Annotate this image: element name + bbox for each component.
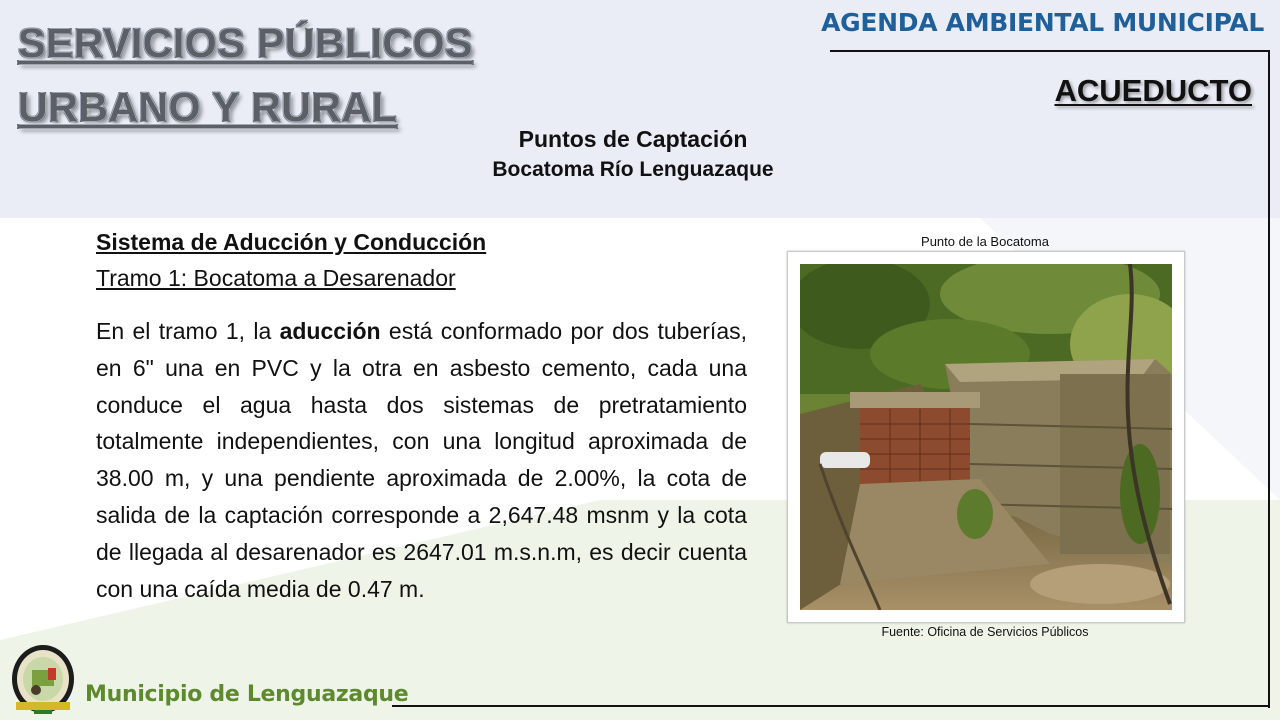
agenda-heading: AGENDA AMBIENTAL MUNICIPAL	[821, 8, 1264, 37]
bocatoma-photo	[800, 264, 1172, 610]
section-tag: ACUEDUCTO	[1054, 73, 1252, 108]
photo-frame	[787, 251, 1185, 623]
municipal-seal-logo	[10, 642, 76, 716]
paragraph-text-start: En el tramo 1, la	[96, 318, 280, 344]
photo-source: Fuente: Oficina de Servicios Públicos	[881, 625, 1089, 639]
description-paragraph	[96, 313, 747, 607]
main-title-line2: URBANO Y RURAL	[18, 84, 398, 130]
subtitle-line2: Bocatoma Río Lenguazaque	[492, 158, 774, 181]
frame-line-top	[830, 50, 1270, 52]
section-title: Sistema de Aducción y Conducción	[96, 229, 487, 255]
paragraph-bold-term: aducción	[279, 318, 381, 344]
tramo-title: Tramo 1: Bocatoma a Desarenador	[96, 265, 456, 291]
municipality-name: Municipio de Lenguazaque	[85, 682, 409, 707]
frame-line-right	[1268, 50, 1270, 708]
frame-line-bottom	[392, 705, 1270, 707]
paragraph-text-rest: está conformado por dos tuberías, en 6" una en PVC y la otra en asbesto cemento, cada una conduce el agua hasta dos sistemas de pretratamiento totalmente independientes, con una longitud aproximada de 38.00 m, y una pendiente aproximada de 2.00%, la cota de salida de la captación corresponde a 2,647.48 msnm y la cota de llegada al desarenador es 2647.01 m.s.n.m, es decir cuenta con una caída media de 0.47 m.	[96, 318, 747, 602]
main-title-line1: SERVICIOS PÚBLICOS	[18, 20, 473, 66]
subtitle-line1: Puntos de Captación	[518, 126, 748, 152]
photo-caption: Punto de la Bocatoma	[921, 234, 1049, 249]
